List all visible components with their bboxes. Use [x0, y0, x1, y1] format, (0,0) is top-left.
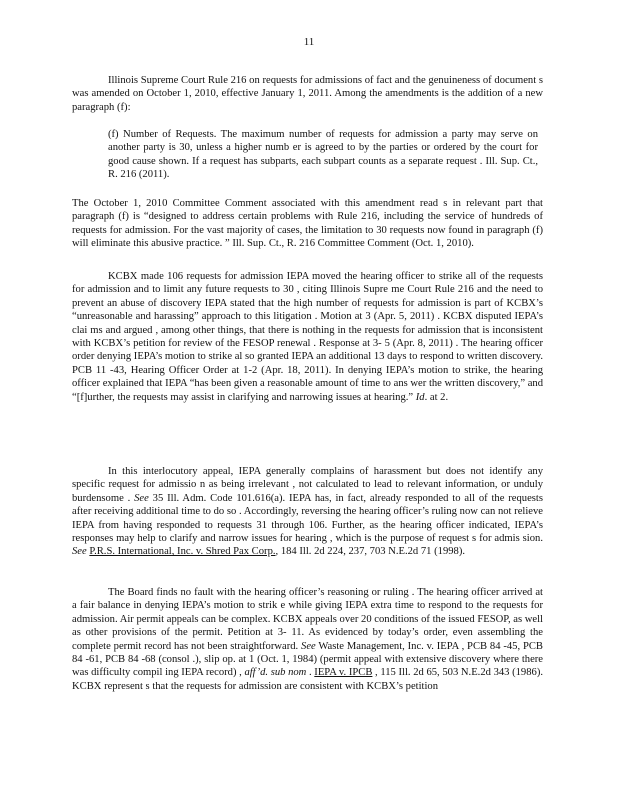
paragraph-text: , 115 Ill. 2d 65, 503 N.E.2d 343 (1986). KCBX represent s that the requests for admission are consistent with KCBX’s petition: [72, 667, 543, 692]
page-number: 11: [303, 36, 315, 48]
paragraph-text: In this interlocutory appeal, IEPA generally complains of harassment but does not identify any specific request for admissio n as being irrelevant , not calculated to lead to relevant information, or unduly burdensome .: [72, 466, 543, 504]
paragraph-text: Waste Management, Inc. v. IEPA , PCB 84 -45, PCB 84 -61, PCB 84 -68 (consol .), slip op. at 1 (Oct. 1, 1984) (permit appeal with extensive discovery where there was difficulty compil ing IEPA record) ,: [72, 640, 543, 679]
block-quote-rule-216f: (f) Number of Requests. The maximum number of requests for admission a party may serve on another party is 30, unless a higher numb er is agreed to by the parties or ordered by the court for good cause shown. If a request has subparts, each subpart counts as a separate request . Ill. Sup. Ct., R. 216 (2011).: [108, 129, 538, 181]
paragraph-rule-216-amendment: Illinois Supreme Court Rule 216 on requests for admissions of fact and the genuineness of document s was amended on October 1, 2010, effective January 1, 2011. Among the amendments is the addition of a new paragraph (f):: [72, 75, 543, 113]
paragraph-text: KCBX made 106 requests for admission IEPA moved the hearing officer to strike all of the requests for admission and to limit any future requests to 30 , citing Illinois Supre me Court Rule 216 and the need to prevent an abuse of discovery IEPA stated that the high number of requests for admission is part of KCBX’s “unreasonable and harassing” approach to this litigation . Motion at 3 (Apr. 5, 2011) . KCBX disputed IEPA’s clai ms and argued , among other things, that there is nothing in the requests for admission that is inconsistent with KCBX’s petition for review of the FESOP renewal . Response at 3- 5 (Apr. 8, 2011) . The hearing officer order denying IEPA’s motion to strike al so granted IEPA an additional 13 days to respond to written discovery. PCB 11 -43, Hearing Officer Order at 1-2 (Apr. 18, 2011). In denying IEPA’s motion to strike, the hearing officer explained that IEPA “has been given a reasonable amount of time to ans wer the written discovery,” and “[f]urther, the requests may assist in clarifying and narrowing issues at hearing.”: [72, 271, 543, 403]
paragraph-text: .: [306, 667, 315, 679]
citation-signal-see: See: [72, 546, 87, 558]
paragraph-text: , 184 Ill. 2d 224, 237, 703 N.E.2d 71 (1998).: [275, 546, 466, 558]
case-name-iepa-v-ipcb: IEPA v. IPCB: [314, 667, 373, 679]
paragraph-interlocutory-appeal: [72, 465, 543, 559]
case-name-prs-international: P.R.S. International, Inc. v. Shred Pax Corp.: [89, 546, 276, 558]
paragraph-text: 35 Ill. Adm. Code 101.616(a). IEPA has, in fact, already responded to all of the requests after receiving additional time to do so . Accordingly, reversing the hearing officer’s ruling now can not relieve IEPA from having responded to requests 31 through 106. Further, as the hearing officer indicated, IEPA’s responses may help to clarify and narrow issues for hearing , which is the purpose of request s for admis sion.: [72, 492, 543, 545]
paragraph-text: . at 2.: [424, 391, 449, 403]
citation-signal-id: Id: [415, 391, 425, 403]
paragraph-committee-comment: The October 1, 2010 Committee Comment associated with this amendment read s in relevant part that paragraph (f) is “designed to address certain problems with Rule 216, including the service of hundreds of requests for admission. For the vast majority of cases, the limitation to 30 requests now found in paragraph (f) will eliminate this abusive practice. ” Ill. Sup. Ct., R. 216 Committee Comment (Oct. 1, 2010).: [72, 198, 543, 250]
citation-signal-affd: aff’d. sub nom: [244, 667, 307, 679]
citation-signal-see: See: [301, 640, 316, 652]
paragraph-kcbx-requests: [72, 270, 543, 404]
citation-signal-see: See: [134, 492, 149, 504]
paragraph-text: The Board finds no fault with the hearing officer’s reasoning or ruling . The hearing officer arrived at a fair balance in denying IEPA’s motion to strik e while giving IEPA extra time to respond to the requests for admission. Air permit appeals can be complex. KCBX appeals over 20 conditions of the issued FESOP, as well as other provisions of the permit. Petition at 3- 11. As evidenced by today’s order, even assembling the complete permit record has not been straightforward.: [72, 587, 543, 652]
paragraph-board-finding: [72, 586, 543, 693]
